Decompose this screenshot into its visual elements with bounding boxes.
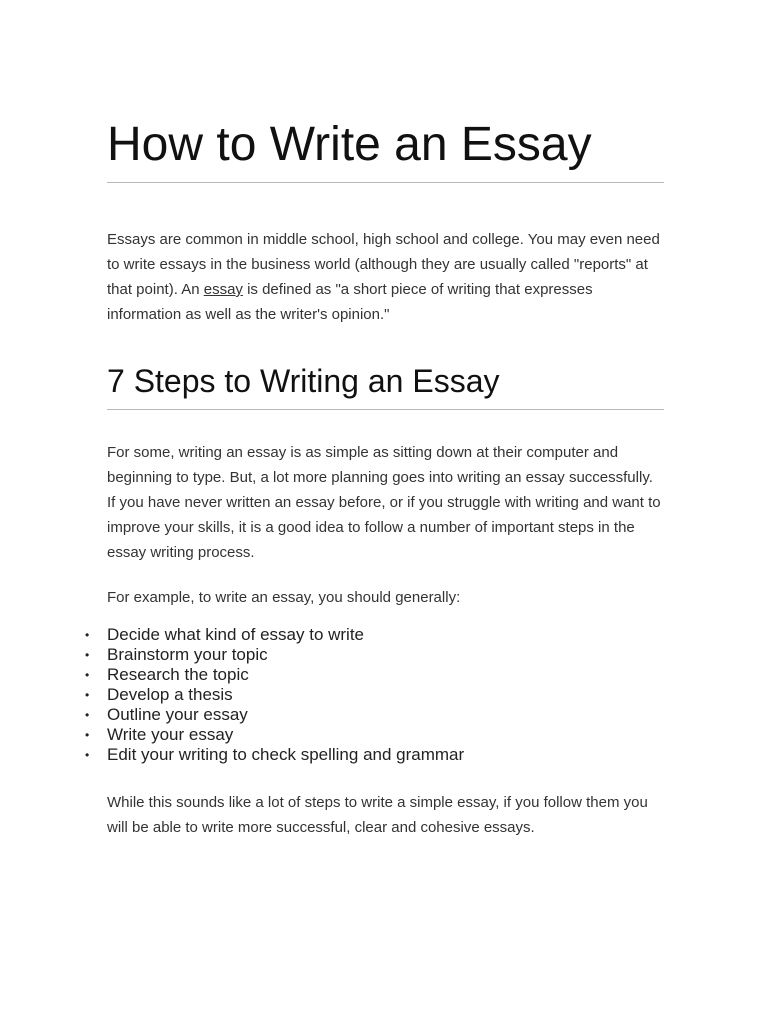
closing-paragraph: While this sounds like a lot of steps to write a simple essay, if you follow them you will be able to write more successful, clear and cohesive essays. <box>107 794 648 836</box>
page-title: How to Write an Essay <box>107 118 592 171</box>
intro-text-start: Essays are common in middle school, high school and college. You may even need to write essays in the business world (although they are usually called "reports" at that point). An <box>107 231 660 298</box>
section-heading: 7 Steps to Writing an Essay <box>107 363 500 399</box>
list-item <box>85 625 464 645</box>
section-paragraph: For some, writing an essay is as simple as sitting down at their computer and beginning to type. But, a lot more planning goes into writing an essay successfully. If you have never written an essay before, or if you struggle with writing and want to improve your skills, it is a good idea to follow a number of important steps in the essay writing process. <box>107 444 661 561</box>
bullet-icon: • <box>85 668 90 682</box>
bullet-icon: • <box>85 628 90 642</box>
step-label: Decide what kind of essay to write <box>107 625 365 644</box>
bullet-icon: • <box>85 688 90 702</box>
bullet-icon: • <box>85 708 90 722</box>
essay-link[interactable]: essay <box>203 281 243 298</box>
step-label: Write your essay <box>107 725 234 744</box>
example-lead: For example, to write an essay, you should generally: <box>107 589 461 606</box>
list-item <box>85 745 465 765</box>
list-item <box>85 725 464 745</box>
list-item <box>85 705 464 725</box>
list-item <box>85 665 464 685</box>
steps-list <box>85 625 465 765</box>
title-divider <box>107 182 664 183</box>
bullet-icon: • <box>85 728 90 742</box>
step-label: Research the topic <box>107 665 249 684</box>
bullet-icon: • <box>85 648 90 662</box>
section-divider <box>107 409 664 410</box>
list-item <box>85 645 464 665</box>
intro-paragraph <box>107 227 664 327</box>
list-item <box>85 685 464 705</box>
intro-text-end: is defined as "a short piece of writing that expresses information as well as the writer's opinion." <box>107 281 593 323</box>
step-label: Edit your writing to check spelling and grammar <box>107 745 465 764</box>
step-label: Develop a thesis <box>107 685 233 704</box>
step-label: Brainstorm your topic <box>107 645 268 664</box>
step-label: Outline your essay <box>107 705 248 724</box>
bullet-icon: • <box>85 748 90 762</box>
